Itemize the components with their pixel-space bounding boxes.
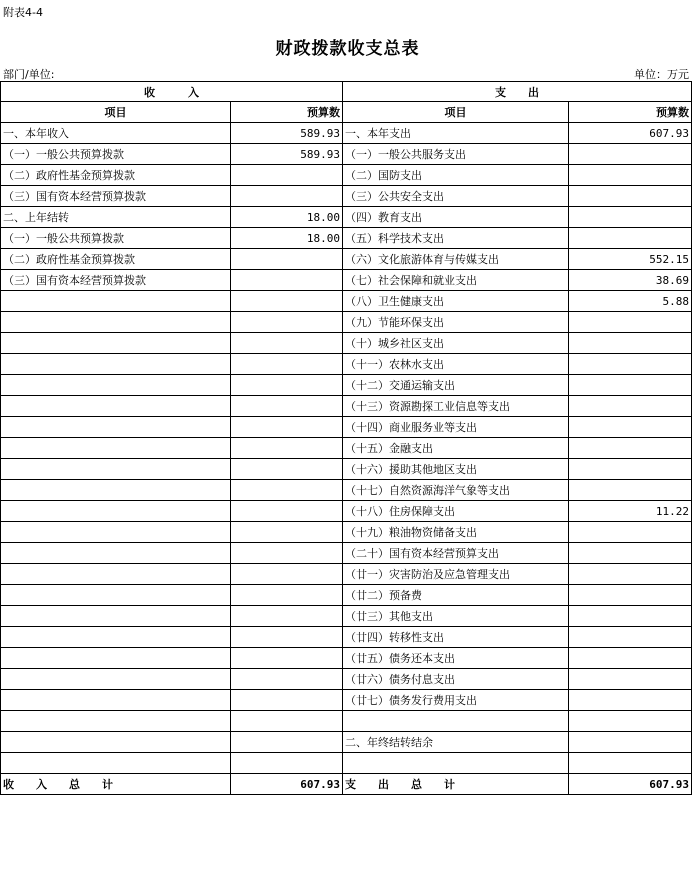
income-amount-cell (231, 585, 343, 606)
income-amount-cell (231, 438, 343, 459)
table-row (1, 690, 692, 711)
expense-amount-cell (569, 396, 692, 417)
income-item-cell (1, 753, 231, 774)
expense-item-cell: （廿七）债务发行费用支出 (343, 690, 569, 711)
expense-item-cell: 二、年终结转结余 (343, 732, 569, 753)
expense-amount-cell (569, 312, 692, 333)
income-item-cell: （二）政府性基金预算拨款 (1, 249, 231, 270)
income-amount-cell (231, 648, 343, 669)
table-row (1, 417, 692, 438)
income-item-cell (1, 669, 231, 690)
expense-item-cell: （十九）粮油物资储备支出 (343, 522, 569, 543)
table-row (1, 291, 692, 312)
table-row (1, 711, 692, 732)
table-row (1, 585, 692, 606)
income-item-cell (1, 354, 231, 375)
table-row (1, 207, 692, 228)
income-total-value: 607.93 (231, 774, 343, 795)
expense-amount-cell (569, 207, 692, 228)
income-amount-cell (231, 186, 343, 207)
expense-amount-cell (569, 438, 692, 459)
table-row (1, 438, 692, 459)
expense-item-cell: （五）科学技术支出 (343, 228, 569, 249)
income-amount-cell (231, 249, 343, 270)
expense-item-cell: （廿一）灾害防治及应急管理支出 (343, 564, 569, 585)
expense-amount-cell (569, 522, 692, 543)
expense-amount-cell (569, 186, 692, 207)
table-row (1, 501, 692, 522)
table-row (1, 522, 692, 543)
income-amount-cell (231, 501, 343, 522)
expense-amount-cell: 607.93 (569, 123, 692, 144)
income-amount-cell (231, 459, 343, 480)
expense-total-value: 607.93 (569, 774, 692, 795)
expense-item-cell: （八）卫生健康支出 (343, 291, 569, 312)
income-amount-cell (231, 312, 343, 333)
income-amount-cell (231, 690, 343, 711)
income-item-cell (1, 627, 231, 648)
expense-amount-cell (569, 606, 692, 627)
table-row (1, 669, 692, 690)
expense-amount-cell (569, 753, 692, 774)
income-amount-cell (231, 606, 343, 627)
income-item-cell (1, 501, 231, 522)
expense-amount-cell (569, 144, 692, 165)
column-header-row (1, 102, 692, 123)
expense-amount-cell (569, 627, 692, 648)
income-item-cell (1, 648, 231, 669)
income-item-cell (1, 711, 231, 732)
appendix-tag: 附表4-4 (3, 6, 43, 19)
income-item-cell (1, 606, 231, 627)
income-item-cell: 一、本年收入 (1, 123, 231, 144)
table-row (1, 459, 692, 480)
income-item-cell (1, 690, 231, 711)
income-item-cell: （三）国有资本经营预算拨款 (1, 270, 231, 291)
expense-item-cell: （九）节能环保支出 (343, 312, 569, 333)
expense-item-header: 项目 (343, 102, 569, 123)
income-item-cell (1, 291, 231, 312)
expense-item-cell: （二十）国有资本经营预算支出 (343, 543, 569, 564)
table-row (1, 732, 692, 753)
expense-amount-cell (569, 669, 692, 690)
income-item-cell (1, 543, 231, 564)
expense-item-cell: （十二）交通运输支出 (343, 375, 569, 396)
expense-item-cell: （廿六）债务付息支出 (343, 669, 569, 690)
income-item-cell (1, 564, 231, 585)
income-item-cell (1, 585, 231, 606)
expense-item-cell: （十五）金融支出 (343, 438, 569, 459)
table-row (1, 753, 692, 774)
expense-item-cell: （廿三）其他支出 (343, 606, 569, 627)
expense-item-cell: （一）一般公共服务支出 (343, 144, 569, 165)
expense-item-cell: （十）城乡社区支出 (343, 333, 569, 354)
income-total-label: 收 入 总 计 (1, 774, 231, 795)
expense-section-header: 支 出 (343, 82, 692, 102)
expense-total-label: 支 出 总 计 (343, 774, 569, 795)
expense-amount-cell (569, 417, 692, 438)
expense-amount-cell (569, 732, 692, 753)
income-item-cell (1, 333, 231, 354)
expense-amount-cell (569, 333, 692, 354)
expense-item-cell: （七）社会保障和就业支出 (343, 270, 569, 291)
income-item-cell (1, 312, 231, 333)
expense-amount-cell (569, 165, 692, 186)
totals-row (1, 774, 692, 795)
income-item-cell: （二）政府性基金预算拨款 (1, 165, 231, 186)
income-item-cell (1, 438, 231, 459)
unit-label: 单位：万元 (634, 68, 689, 81)
expense-item-cell: （十七）自然资源海洋气象等支出 (343, 480, 569, 501)
department-label: 部门/单位: (3, 68, 55, 81)
income-amount-cell (231, 333, 343, 354)
expense-amount-header: 预算数 (569, 102, 692, 123)
expense-item-cell: （十四）商业服务业等支出 (343, 417, 569, 438)
income-item-cell (1, 375, 231, 396)
income-amount-cell (231, 711, 343, 732)
table-row (1, 165, 692, 186)
income-amount-cell (231, 627, 343, 648)
expense-item-cell: （二）国防支出 (343, 165, 569, 186)
expense-amount-cell (569, 375, 692, 396)
page-title: 财政拨款收支总表 (275, 39, 420, 59)
income-item-cell (1, 396, 231, 417)
section-header-row (1, 82, 692, 102)
table-row (1, 354, 692, 375)
expense-item-cell: 一、本年支出 (343, 123, 569, 144)
table-row (1, 564, 692, 585)
expense-item-cell: （四）教育支出 (343, 207, 569, 228)
income-section-header: 收 入 (1, 82, 343, 102)
expense-item-cell: （十六）援助其他地区支出 (343, 459, 569, 480)
table-row (1, 648, 692, 669)
table-row (1, 480, 692, 501)
income-amount-cell (231, 165, 343, 186)
expense-amount-cell: 552.15 (569, 249, 692, 270)
expense-amount-cell (569, 228, 692, 249)
expense-item-cell (343, 753, 569, 774)
income-amount-cell (231, 732, 343, 753)
income-item-cell: （三）国有资本经营预算拨款 (1, 186, 231, 207)
income-amount-cell (231, 396, 343, 417)
income-item-cell: （一）一般公共预算拨款 (1, 228, 231, 249)
income-item-cell (1, 522, 231, 543)
table-row (1, 228, 692, 249)
income-item-cell (1, 459, 231, 480)
income-amount-cell (231, 564, 343, 585)
expense-amount-cell (569, 459, 692, 480)
income-amount-cell: 18.00 (231, 228, 343, 249)
expense-item-cell: （廿五）债务还本支出 (343, 648, 569, 669)
table-row (1, 144, 692, 165)
income-amount-header: 预算数 (231, 102, 343, 123)
income-amount-cell: 589.93 (231, 123, 343, 144)
expense-amount-cell (569, 711, 692, 732)
income-amount-cell (231, 480, 343, 501)
table-row (1, 543, 692, 564)
income-item-header: 项目 (1, 102, 231, 123)
income-item-cell: 二、上年结转 (1, 207, 231, 228)
expense-item-cell: （三）公共安全支出 (343, 186, 569, 207)
income-amount-cell: 18.00 (231, 207, 343, 228)
income-item-cell (1, 417, 231, 438)
income-amount-cell (231, 522, 343, 543)
income-amount-cell (231, 543, 343, 564)
income-amount-cell (231, 291, 343, 312)
expense-item-cell (343, 711, 569, 732)
table-row (1, 270, 692, 291)
expense-item-cell: （十三）资源勘探工业信息等支出 (343, 396, 569, 417)
table-row (1, 396, 692, 417)
expense-amount-cell (569, 480, 692, 501)
income-amount-cell (231, 753, 343, 774)
table-row (1, 627, 692, 648)
expense-item-cell: （十一）农林水支出 (343, 354, 569, 375)
expense-amount-cell (569, 543, 692, 564)
expense-item-cell: （廿二）预备费 (343, 585, 569, 606)
expense-amount-cell (569, 354, 692, 375)
income-amount-cell (231, 417, 343, 438)
expense-item-cell: （十八）住房保障支出 (343, 501, 569, 522)
table-row (1, 333, 692, 354)
table-row (1, 123, 692, 144)
table-row (1, 375, 692, 396)
expense-amount-cell (569, 585, 692, 606)
expense-amount-cell: 38.69 (569, 270, 692, 291)
income-amount-cell (231, 375, 343, 396)
expense-amount-cell (569, 690, 692, 711)
expense-amount-cell: 5.88 (569, 291, 692, 312)
expense-amount-cell: 11.22 (569, 501, 692, 522)
table-row (1, 186, 692, 207)
budget-table (0, 81, 692, 795)
income-item-cell (1, 732, 231, 753)
expense-amount-cell (569, 564, 692, 585)
income-amount-cell (231, 669, 343, 690)
income-amount-cell: 589.93 (231, 144, 343, 165)
income-amount-cell (231, 354, 343, 375)
income-item-cell (1, 480, 231, 501)
table-row (1, 249, 692, 270)
income-amount-cell (231, 270, 343, 291)
expense-amount-cell (569, 648, 692, 669)
table-row (1, 606, 692, 627)
income-item-cell: （一）一般公共预算拨款 (1, 144, 231, 165)
table-row (1, 312, 692, 333)
expense-item-cell: （廿四）转移性支出 (343, 627, 569, 648)
expense-item-cell: （六）文化旅游体育与传媒支出 (343, 249, 569, 270)
